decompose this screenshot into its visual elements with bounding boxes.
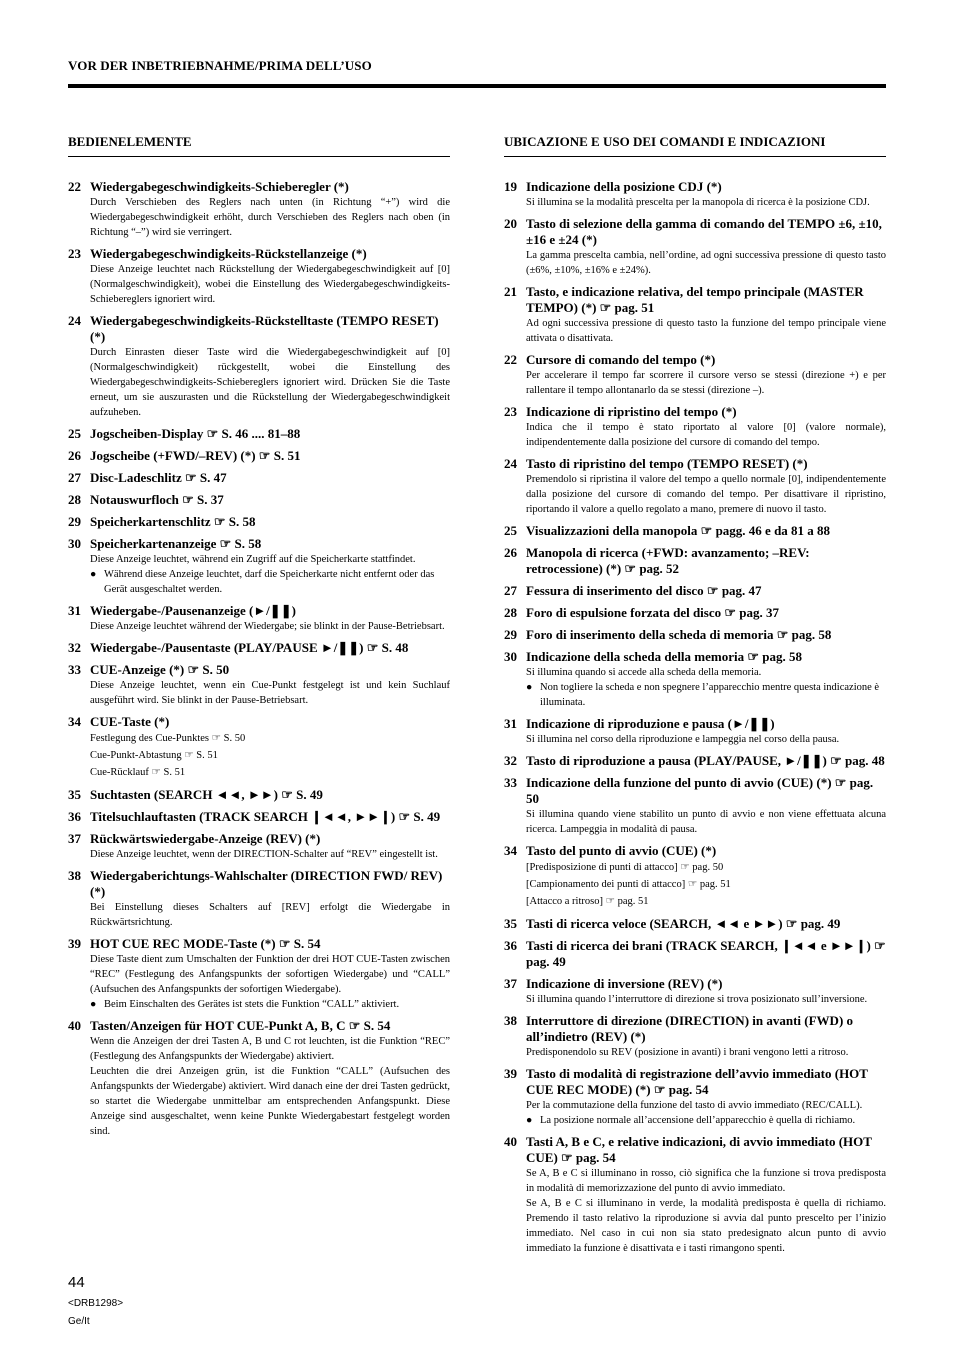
item-label: Tasti di ricerca dei brani (TRACK SEARCH, ❙◄◄ e ►►❙) ☞ pag. 49: [526, 938, 886, 969]
item-number: 25: [504, 523, 517, 538]
item-label: Indicazione della posizione CDJ (*): [526, 179, 722, 194]
item-number: 40: [68, 1018, 81, 1033]
item-title: [504, 583, 886, 599]
control-item: [68, 514, 450, 530]
description-paragraph: Ad ogni successiva pressione di questo tasto la funzione del tempo principale viene attivata o disattivata.: [526, 318, 886, 344]
item-bullet-note: [90, 997, 450, 1012]
item-label: Rückwärtswiedergabe-Anzeige (REV) (*): [90, 831, 321, 846]
item-title: [68, 179, 450, 195]
page-header-title: VOR DER INBETRIEBNAHME/PRIMA DELL’USO: [68, 58, 372, 73]
control-item: [504, 775, 886, 837]
bullet-text: Während diese Anzeige leuchtet, darf die Speicherkarte nicht entfernt oder das Gerät ausgeschaltet werden.: [104, 569, 435, 595]
item-description: [90, 552, 450, 567]
control-item: [504, 649, 886, 710]
description-paragraph: Se A, B e C si illuminano in verde, la modalità predisposta è quella di richiamo. Premendo il tasto relativo la riproduzione si avvia dal punto prescelto per l’inizio immediato. Nel caso in cui non sia stato predesignato alcun punto di avvio immediato la funzione è disattivata e i tasti rimangono spenti.: [526, 1198, 886, 1254]
control-item: [504, 216, 886, 278]
item-description: [526, 665, 886, 680]
item-title: [504, 843, 886, 859]
control-item: [504, 352, 886, 398]
item-number: 28: [68, 492, 81, 507]
item-number: 25: [68, 426, 81, 441]
item-title: [68, 426, 450, 442]
item-number: 23: [504, 404, 517, 419]
item-title: [68, 448, 450, 464]
bullet-dot-icon: ●: [90, 999, 97, 1010]
control-item: [504, 976, 886, 1007]
item-sub-reference: [Campionamento dei punti di attacco] ☞ pag. 51: [526, 879, 731, 890]
item-title: [68, 714, 450, 730]
item-description: [526, 732, 886, 747]
item-title: [504, 938, 886, 970]
item-bullet-note: [526, 680, 886, 710]
item-number: 29: [504, 627, 517, 642]
item-number: 21: [504, 284, 517, 299]
control-item: [504, 583, 886, 599]
right-item-list: [504, 179, 886, 1256]
item-description: [90, 847, 450, 862]
item-label: Tasto di ripristino del tempo (TEMPO RESET) (*): [526, 456, 808, 471]
item-label: Suchtasten (SEARCH ◄◄, ►►) ☞ S. 49: [90, 787, 323, 802]
item-title: [68, 514, 450, 530]
item-description: [526, 472, 886, 517]
item-title: [504, 649, 886, 665]
item-description: [90, 619, 450, 634]
item-number: 32: [68, 640, 81, 655]
item-label: Indicazione della scheda della memoria ☞ pag. 58: [526, 649, 802, 664]
item-title: [504, 627, 886, 643]
item-number: 36: [68, 809, 81, 824]
control-item: [68, 426, 450, 442]
item-description: [90, 345, 450, 420]
item-label: Foro di inserimento della scheda di memoria ☞ pag. 58: [526, 627, 832, 642]
item-description: [526, 316, 886, 346]
control-item: [68, 470, 450, 486]
item-description: [526, 1045, 886, 1060]
item-label: Cursore di comando del tempo (*): [526, 352, 716, 367]
item-description: [526, 1166, 886, 1256]
control-item: [504, 523, 886, 539]
item-number: 38: [68, 868, 81, 883]
item-number: 37: [504, 976, 517, 991]
item-sub-reference: Festlegung des Cue-Punktes ☞ S. 50: [90, 733, 246, 744]
right-column: [504, 134, 886, 1262]
item-label: Tasti di ricerca veloce (SEARCH, ◄◄ e ►►) ☞ pag. 49: [526, 916, 841, 931]
item-title: [68, 831, 450, 847]
control-item: [68, 448, 450, 464]
bullet-text: Non togliere la scheda e non spegnere l’apparecchio mentre questa indicazione è illuminata.: [540, 682, 880, 708]
item-number: 30: [68, 536, 81, 551]
item-label: Indicazione della funzione del punto di avvio (CUE) (*) ☞ pag. 50: [526, 775, 874, 806]
item-label: Tasti A, B e C, e relative indicazioni, di avvio immediato (HOT CUE) ☞ pag. 54: [526, 1134, 872, 1165]
item-number: 34: [504, 843, 517, 858]
description-paragraph: Bei Einstellung dieses Schalters auf [REV] erfolgt die Wiedergabe in Rückwärtsrichtung.: [90, 902, 450, 928]
control-item: [68, 1018, 450, 1139]
item-title: [504, 404, 886, 420]
control-item: [68, 714, 450, 781]
item-title: [68, 787, 450, 803]
item-sub-reference: Cue-Punkt-Abtastung ☞ S. 51: [90, 750, 218, 761]
description-paragraph: Si illumina quando si accede alla scheda della memoria.: [526, 667, 762, 678]
control-item: [68, 936, 450, 1012]
item-label: Wiedergabegeschwindigkeits-Schieberegler (*): [90, 179, 349, 194]
item-number: 29: [68, 514, 81, 529]
item-label: Indicazione di inversione (REV) (*): [526, 976, 723, 991]
item-title: [504, 523, 886, 539]
description-paragraph: Durch Verschieben des Reglers nach unten (in Richtung “+”) wird die Wiedergabegeschwindigkeit erhöht, durch Verschieben des Reglers nach oben (in Richtung “–”) wird sie verringert.: [90, 197, 450, 238]
item-title: [68, 662, 450, 678]
item-number: 36: [504, 938, 517, 953]
description-paragraph: Indica che il tempo è stato riportato al valore [0] (valore normale), indipendentemente dalla posizione del cursore di comando del tempo.: [526, 422, 886, 448]
item-description: [526, 1098, 886, 1113]
item-number: 30: [504, 649, 517, 664]
description-paragraph: Si illumina nel corso della riproduzione e lampeggia nel corso della pausa.: [526, 734, 840, 745]
item-description: [90, 952, 450, 997]
item-number: 26: [504, 545, 517, 560]
description-paragraph: Diese Taste dient zum Umschalten der Funktion der drei HOT CUE-Tasten zwischen “REC” (Festlegung des Anfangspunkts der sofortigen Wiedergabe) und “CALL” (Aufsuchen des Anfangspunkts der sofortigen Wiedergabe).: [90, 954, 450, 995]
item-number: 26: [68, 448, 81, 463]
control-item: [68, 492, 450, 508]
item-number: 38: [504, 1013, 517, 1028]
control-item: [504, 545, 886, 577]
item-number: 33: [504, 775, 517, 790]
description-paragraph: Per accelerare il tempo far scorrere il cursore verso se stessi (direzione +) e per rallentare il tempo allontanarlo da se stessi (direzione –).: [526, 370, 886, 396]
item-number: 35: [504, 916, 517, 931]
item-label: Tasto di riproduzione a pausa (PLAY/PAUSE, ►/❚❚) ☞ pag. 48: [526, 753, 885, 768]
item-title: [68, 640, 450, 656]
item-label: Speicherkartenanzeige ☞ S. 58: [90, 536, 262, 551]
item-number: 24: [504, 456, 517, 471]
item-description: [526, 992, 886, 1007]
control-item: [68, 831, 450, 862]
item-label: Titelsuchlauftasten (TRACK SEARCH ❙◄◄, ►►❙) ☞ S. 49: [90, 809, 441, 824]
description-paragraph: Premendolo si ripristina il valore del tempo a quello normale [0], indipendentemente dalla posizione del cursore di comando del tempo. Per disattivare il ripristino, riportando il valore a quello regolato a mano, premere di nuovo il tasto.: [526, 474, 886, 515]
item-number: 27: [68, 470, 81, 485]
item-description: [526, 248, 886, 278]
item-number: 31: [504, 716, 517, 731]
item-title: [504, 284, 886, 316]
bullet-dot-icon: ●: [526, 1115, 533, 1126]
item-label: HOT CUE REC MODE-Taste (*) ☞ S. 54: [90, 936, 321, 951]
item-title: [68, 492, 450, 508]
item-number: 24: [68, 313, 81, 328]
control-item: [68, 179, 450, 240]
item-description: [90, 1034, 450, 1139]
control-item: [68, 809, 450, 825]
control-item: [68, 640, 450, 656]
item-label: Tasto, e indicazione relativa, del tempo principale (MASTER TEMPO) (*) ☞ pag. 51: [526, 284, 864, 315]
control-item: [504, 404, 886, 450]
item-description: [526, 807, 886, 837]
control-item: [68, 313, 450, 420]
item-title: [504, 352, 886, 368]
control-item: [504, 284, 886, 346]
item-description: [90, 262, 450, 307]
item-title: [504, 1134, 886, 1166]
item-label: Jogscheiben-Display ☞ S. 46 .... 81–88: [90, 426, 301, 441]
item-label: Disc-Ladeschlitz ☞ S. 47: [90, 470, 227, 485]
item-label: Jogscheibe (+FWD/–REV) (*) ☞ S. 51: [90, 448, 301, 463]
item-title: [68, 246, 450, 262]
control-item: [68, 603, 450, 634]
item-title: [504, 605, 886, 621]
header-rule: [68, 84, 886, 88]
left-item-list: [68, 179, 450, 1139]
control-item: [504, 916, 886, 932]
control-item: [68, 662, 450, 708]
item-title: [68, 868, 450, 900]
control-item: [504, 605, 886, 621]
item-description: [526, 368, 886, 398]
item-description: [526, 195, 886, 210]
item-number: 27: [504, 583, 517, 598]
item-label: Manopola di ricerca (+FWD: avanzamento; –REV: retrocessione) (*) ☞ pag. 52: [526, 545, 810, 576]
control-item: [68, 536, 450, 597]
item-label: Speicherkartenschlitz ☞ S. 58: [90, 514, 256, 529]
item-title: [68, 1018, 450, 1034]
left-column: [68, 134, 450, 1145]
item-label: Wiedergaberichtungs-Wahlschalter (DIRECTION FWD/ REV) (*): [90, 868, 443, 899]
item-label: Wiedergabegeschwindigkeits-Rückstellanzeige (*): [90, 246, 367, 261]
item-title: [504, 716, 886, 732]
item-title: [68, 603, 450, 619]
item-description: [90, 678, 450, 708]
left-section-title: BEDIENELEMENTE: [68, 134, 450, 157]
item-sub-reference: [Predisposizione di punti di attacco] ☞ pag. 50: [526, 862, 724, 873]
description-paragraph: Diese Anzeige leuchtet nach Rückstellung der Wiedergabegeschwindigkeit auf [0] (Normalgeschwindigkeit), wobei die Einstellung des Wiedergabegeschwindigkeits-Schiebereglers ignoriert wird.: [90, 264, 450, 305]
control-item: [504, 456, 886, 517]
description-paragraph: Se A, B e C si illuminano in rosso, ciò significa che la funzione si trova predisposta in modalità di memorizzazione del punto di avvio immediato.: [526, 1168, 886, 1194]
item-label: Tasto di modalità di registrazione dell’avvio immediato (HOT CUE REC MODE) (*) ☞ pag. 54: [526, 1066, 868, 1097]
item-title: [68, 313, 450, 345]
item-title: [68, 936, 450, 952]
description-paragraph: Durch Einrasten dieser Taste wird die Wiedergabegeschwindigkeit auf [0] (Normalgeschwindigkeit) rückgestellt, wobei die Einstellung des Wiedergabegeschwindigkeits-Schiebereglers ignoriert wird. Drücken Sie die Taste erneut, um sie auszurasten und die Rückstellung der Wiedergabegeschwindigkeit aufzuheben.: [90, 347, 450, 418]
item-label: Tasto di selezione della gamma di comando del TEMPO ±6, ±10, ±16 e ±24 (*): [526, 216, 882, 247]
item-title: [504, 916, 886, 932]
item-label: Visualizzazioni della manopola ☞ pagg. 46 e da 81 a 88: [526, 523, 831, 538]
description-paragraph: Per la commutazione della funzione del tasto di avvio immediato (REC/CALL).: [526, 1100, 863, 1111]
item-description: [526, 420, 886, 450]
item-number: 34: [68, 714, 81, 729]
description-paragraph: Diese Anzeige leuchtet, während ein Zugriff auf die Speicherkarte stattfindet.: [90, 554, 416, 565]
item-label: Fessura di inserimento del disco ☞ pag. 47: [526, 583, 762, 598]
item-description: [90, 900, 450, 930]
item-number: 39: [504, 1066, 517, 1081]
description-paragraph: Si illumina quando l’interruttore di direzione si trova posizionato sull’inversione.: [526, 994, 868, 1005]
item-title: [68, 809, 450, 825]
item-number: 39: [68, 936, 81, 951]
control-item: [68, 787, 450, 803]
control-item: [68, 246, 450, 307]
control-item: [504, 1134, 886, 1256]
item-number: 28: [504, 605, 517, 620]
item-bullet-note: [526, 1113, 886, 1128]
control-item: [504, 716, 886, 747]
document-code: <DRB1298>: [68, 1298, 124, 1309]
control-item: [504, 938, 886, 970]
item-number: 19: [504, 179, 517, 194]
item-label: Tasto del punto di avvio (CUE) (*): [526, 843, 717, 858]
item-title: [504, 753, 886, 769]
item-title: [504, 976, 886, 992]
bullet-dot-icon: ●: [526, 682, 533, 693]
item-label: Interruttore di direzione (DIRECTION) in avanti (FWD) o all’indietro (REV) (*): [526, 1013, 854, 1044]
description-paragraph: Wenn die Anzeigen der drei Tasten A, B und C rot leuchten, ist die Funktion “REC” (Festlegung des Anfangspunkts der Wiedergabe) aktiviert.: [90, 1036, 450, 1062]
item-number: 22: [68, 179, 81, 194]
item-label: Tasten/Anzeigen für HOT CUE-Punkt A, B, C ☞ S. 54: [90, 1018, 391, 1033]
item-title: [504, 216, 886, 248]
item-number: 33: [68, 662, 81, 677]
item-label: Foro di espulsione forzata del disco ☞ pag. 37: [526, 605, 780, 620]
bullet-text: La posizione normale all’accensione dell’apparecchio è quella di richiamo.: [540, 1115, 856, 1126]
description-paragraph: Leuchten die drei Anzeigen grün, ist die Funktion “CALL” (Aufsuchen des Anfangspunkts der Wiedergabe) aktiviert. Wird danach eine der drei Tasten gedrückt, so startet die Wiedergabe unmittelbar am entsprechenden Anfangspunkt. Diese Anzeige sind ausgeschaltet, wenn keine Punkte Wiedergabestart festgelegt worden sind.: [90, 1066, 450, 1137]
item-number: 23: [68, 246, 81, 261]
language-code: Ge/It: [68, 1316, 90, 1327]
description-paragraph: Si illumina se la modalità prescelta per la manopola di ricerca è la posizione CDJ.: [526, 197, 870, 208]
item-label: Notauswurfloch ☞ S. 37: [90, 492, 224, 507]
bullet-dot-icon: ●: [90, 569, 97, 580]
description-paragraph: Predisponendolo su REV (posizione in avanti) i brani vengono letti a ritroso.: [526, 1047, 849, 1058]
description-paragraph: Si illumina quando viene stabilito un punto di avvio e non viene effettuata alcuna ricerca. Lampeggia in modalità di pausa.: [526, 809, 886, 835]
item-title: [504, 1013, 886, 1045]
description-paragraph: Diese Anzeige leuchtet, wenn der DIRECTION-Schalter auf “REV” eingestellt ist.: [90, 849, 438, 860]
item-label: CUE-Taste (*): [90, 714, 170, 729]
item-sub-reference: [Attacco a ritroso] ☞ pag. 51: [526, 896, 649, 907]
item-title: [504, 545, 886, 577]
description-paragraph: Diese Anzeige leuchtet während der Wiedergabe; sie blinkt in der Pause-Betriebsart.: [90, 621, 445, 632]
item-label: Indicazione di riproduzione e pausa (►/❚❚): [526, 716, 775, 731]
page-number: 44: [68, 1274, 85, 1291]
right-section-title: UBICAZIONE E USO DEI COMANDI E INDICAZIONI: [504, 134, 886, 157]
item-title: [504, 1066, 886, 1098]
description-paragraph: Diese Anzeige leuchtet, wenn ein Cue-Punkt festgelegt ist und kein Suchlauf ausgeführt wird. Sie blinkt in der Pause-Betriebsart.: [90, 680, 450, 706]
item-title: [504, 456, 886, 472]
item-number: 35: [68, 787, 81, 802]
item-description: [90, 195, 450, 240]
item-sub-reference: Cue-Rücklauf ☞ S. 51: [90, 767, 186, 778]
control-item: [504, 1066, 886, 1128]
item-number: 32: [504, 753, 517, 768]
item-label: Wiedergabegeschwindigkeits-Rückstelltaste (TEMPO RESET) (*): [90, 313, 439, 344]
item-number: 40: [504, 1134, 517, 1149]
control-item: [68, 868, 450, 930]
item-label: Wiedergabe-/Pausenanzeige (►/❚❚): [90, 603, 296, 618]
item-label: CUE-Anzeige (*) ☞ S. 50: [90, 662, 230, 677]
bullet-text: Beim Einschalten des Gerätes ist stets die Funktion “CALL” aktiviert.: [104, 999, 400, 1010]
item-label: Wiedergabe-/Pausentaste (PLAY/PAUSE ►/❚❚) ☞ S. 48: [90, 640, 409, 655]
control-item: [504, 843, 886, 910]
item-number: 22: [504, 352, 517, 367]
item-bullet-note: [90, 567, 450, 597]
item-title: [68, 470, 450, 486]
control-item: [504, 179, 886, 210]
item-title: [504, 775, 886, 807]
control-item: [504, 753, 886, 769]
description-paragraph: La gamma prescelta cambia, nell’ordine, ad ogni successiva pressione di questo tasto (±6%, ±10%, ±16% e ±24%).: [526, 250, 886, 276]
item-label: Indicazione di ripristino del tempo (*): [526, 404, 737, 419]
item-number: 37: [68, 831, 81, 846]
control-item: [504, 1013, 886, 1060]
item-number: 20: [504, 216, 517, 231]
item-title: [504, 179, 886, 195]
item-title: [68, 536, 450, 552]
control-item: [504, 627, 886, 643]
item-number: 31: [68, 603, 81, 618]
